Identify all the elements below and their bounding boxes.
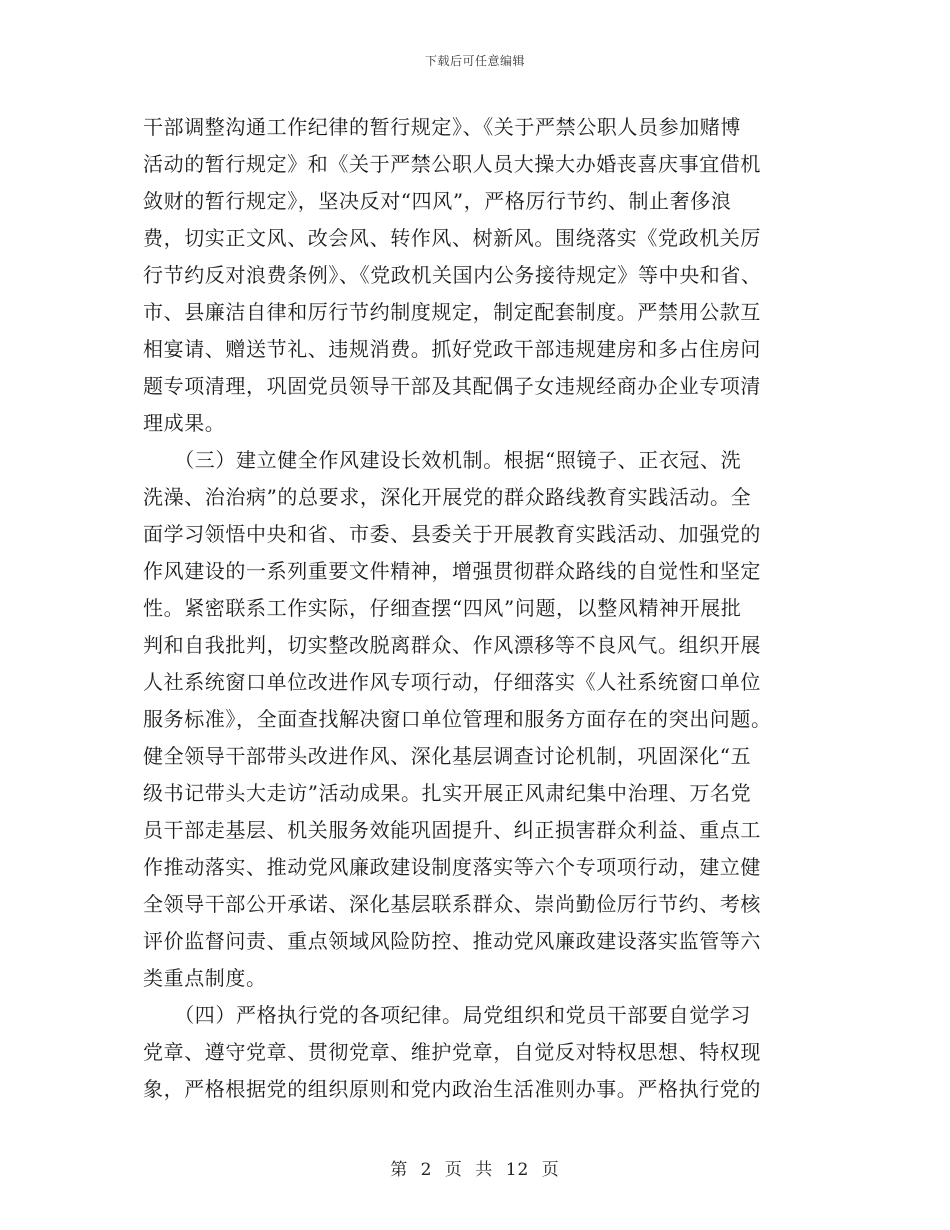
body-line: 面学习领悟中央和省、市委、县委关于开展教育实践活动、加强党的 <box>143 522 761 546</box>
paragraph-start-line: （三）建立健全作风建设长效机制。根据“照镜子、正衣冠、洗 <box>143 448 742 472</box>
body-line: 象，严格根据党的组织原则和党内政治生活准则办事。严格执行党的 <box>143 1077 761 1101</box>
body-line: 健全领导干部带头改进作风、深化基层调查讨论机制，巩固深化“五 <box>143 744 752 768</box>
body-line: 员干部走基层、机关服务效能巩固提升、纠正损害群众利益、重点工 <box>143 818 761 842</box>
body-line: 干部调整沟通工作纪律的暂行规定》、《关于严禁公职人员参加赌博 <box>143 115 741 139</box>
body-line: 敛财的暂行规定》，坚决反对“四风”，严格厉行节约、制止奢侈浪 <box>143 189 732 213</box>
body-line: 理成果。 <box>143 411 226 435</box>
body-line: 评价监督问责、重点领域风险防控、推动党风廉政建设落实监管等六 <box>143 929 761 953</box>
page-header: 下载后可任意编辑 <box>424 54 525 68</box>
body-line: 行节约反对浪费条例》、《党政机关国内公务接待规定》等中央和省、 <box>143 263 762 287</box>
document-body <box>143 109 809 1108</box>
body-line: 类重点制度。 <box>143 966 267 990</box>
body-line: 费，切实正文风、改会风、转作风、树新风。围绕落实《党政机关厉 <box>143 226 761 250</box>
body-line: 作推动落实、推动党风廉政建设制度落实等六个专项项行动，建立健 <box>143 855 761 879</box>
body-line: 洗澡、治治病”的总要求，深化开展党的群众路线教育实践活动。全 <box>143 485 752 509</box>
body-line: 相宴请、赠送节礼、违规消费。抓好党政干部违规建房和多占住房问 <box>143 337 761 361</box>
body-line: 全领导干部公开承诺、深化基层联系群众、崇尚勤俭厉行节约、考核 <box>143 892 761 916</box>
body-line: 人社系统窗口单位改进作风专项行动，仔细落实《人社系统窗口单位 <box>143 670 761 694</box>
page-number: 第 2 页 共 12 页 <box>390 1160 560 1180</box>
paragraph-start-line: （四）严格执行党的各项纪律。局党组织和党员干部要自觉学习 <box>143 1003 751 1027</box>
body-line: 题专项清理，巩固党员领导干部及其配偶子女违规经商办企业专项清 <box>143 374 761 398</box>
body-line: 活动的暂行规定》和《关于严禁公职人员大操大办婚丧喜庆事宜借机 <box>143 152 761 176</box>
body-line: 党章、遵守党章、贯彻党章、维护党章，自觉反对特权思想、特权现 <box>143 1040 761 1064</box>
body-line: 判和自我批判，切实整改脱离群众、作风漂移等不良风气。组织开展 <box>143 633 761 657</box>
body-line: 作风建设的一系列重要文件精神，增强贯彻群众路线的自觉性和坚定 <box>143 559 761 583</box>
body-line: 服务标准》，全面查找解决窗口单位管理和服务方面存在的突出问题。 <box>143 707 772 731</box>
body-line: 性。紧密联系工作实际，仔细查摆“四风”问题，以整风精神开展批 <box>143 596 742 620</box>
body-line: 级书记带头大走访”活动成果。扎实开展正风肃纪集中治理、万名党 <box>143 781 752 805</box>
body-line: 市、县廉洁自律和厉行节约制度规定，制定配套制度。严禁用公款互 <box>143 300 761 324</box>
